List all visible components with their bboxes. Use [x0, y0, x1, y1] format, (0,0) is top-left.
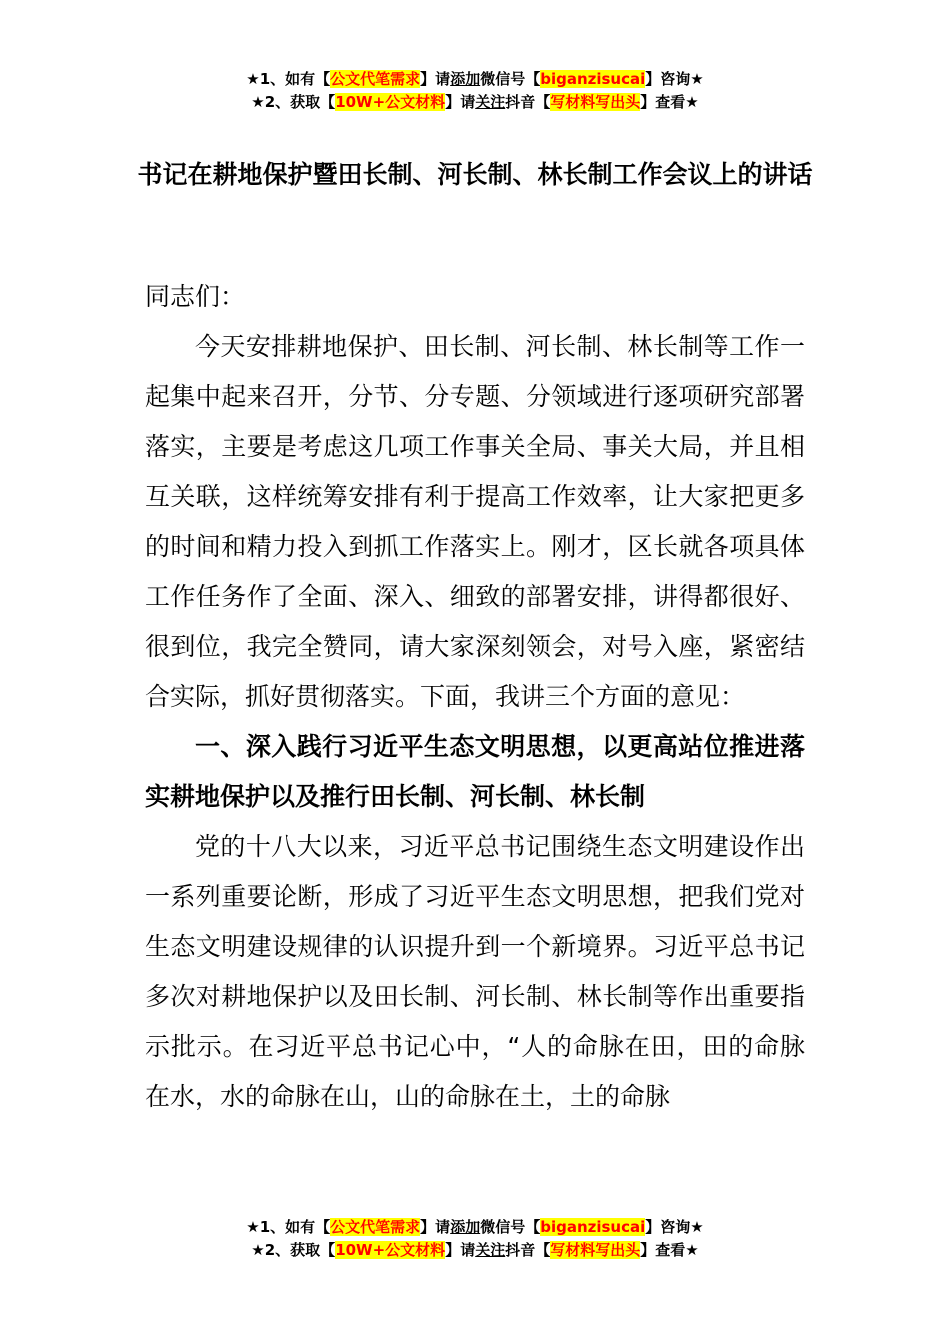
banner-text: 】请: [445, 1241, 476, 1259]
banner-line-1: [0, 1216, 950, 1239]
banner-line-2: [0, 1239, 950, 1262]
banner-text: ★2、获取【: [251, 93, 336, 111]
banner-line-1: [0, 68, 950, 91]
banner-text: 微信号【: [480, 1218, 541, 1236]
banner-text: 】查看★: [640, 93, 699, 111]
highlight-text: 写材料写出头: [550, 93, 641, 111]
section-heading: 一、深入践行习近平生态文明思想，以更高站位推进落实耕地保护以及推行田长制、河长制、林长制: [145, 732, 805, 811]
banner-text: 微信号【: [480, 70, 541, 88]
banner-text: 抖音【: [505, 1241, 551, 1259]
salutation: 同志们：: [145, 282, 246, 311]
underlined-text: 关注: [475, 1241, 506, 1259]
underlined-text: 添加: [450, 1218, 481, 1236]
banner-text: 】查看★: [640, 1241, 699, 1259]
highlight-text: 写材料写出头: [550, 1241, 641, 1259]
highlight-text: 10W+公文材料: [335, 1241, 446, 1259]
banner-text: ★2、获取【: [251, 1241, 336, 1259]
paragraph: 党的十八大以来，习近平总书记围绕生态文明建设作出一系列重要论断，形成了习近平生态文明思想，把我们党对生态文明建设规律的认识提升到一个新境界。习近平总书记多次对耕地保护以及田长制、河长制、林长制等作出重要指示批示。在习近平总书记心中，“人的命脉在田，田的命脉在水，水的命脉在山，山的命脉在土，土的命脉: [145, 832, 805, 1111]
header-banner: [0, 68, 950, 114]
highlight-text: 10W+公文材料: [335, 93, 446, 111]
banner-text: 抖音【: [505, 93, 551, 111]
banner-text: 】咨询★: [645, 70, 704, 88]
document-title: 书记在耕地保护暨田长制、河长制、林长制工作会议上的讲话: [137, 160, 813, 189]
highlight-text: biganzisucai: [540, 70, 646, 88]
highlight-text: 公文代笔需求: [330, 1218, 421, 1236]
underlined-text: 添加: [450, 70, 481, 88]
paragraph: 今天安排耕地保护、田长制、河长制、林长制等工作一起集中起来召开，分节、分专题、分领域进行逐项研究部署落实，主要是考虑这几项工作事关全局、事关大局，并且相互关联，这样统筹安排有利于提高工作效率，让大家把更多的时间和精力投入到抓工作落实上。刚才，区长就各项具体工作任务作了全面、深入、细致的部署安排，讲得都很好、很到位，我完全赞同，请大家深刻领会，对号入座，紧密结合实际，抓好贯彻落实。下面，我讲三个方面的意见：: [145, 332, 805, 711]
underlined-text: 关注: [475, 93, 506, 111]
document-body: [145, 272, 805, 1122]
highlight-text: biganzisucai: [540, 1218, 646, 1236]
highlight-text: 公文代笔需求: [330, 70, 421, 88]
banner-line-2: [0, 91, 950, 114]
banner-text: 】请: [420, 70, 451, 88]
banner-text: 】请: [420, 1218, 451, 1236]
banner-text: ★1、如有【: [246, 1218, 331, 1236]
banner-text: 】请: [445, 93, 476, 111]
banner-text: 】咨询★: [645, 1218, 704, 1236]
footer-banner: [0, 1216, 950, 1262]
banner-text: ★1、如有【: [246, 70, 331, 88]
